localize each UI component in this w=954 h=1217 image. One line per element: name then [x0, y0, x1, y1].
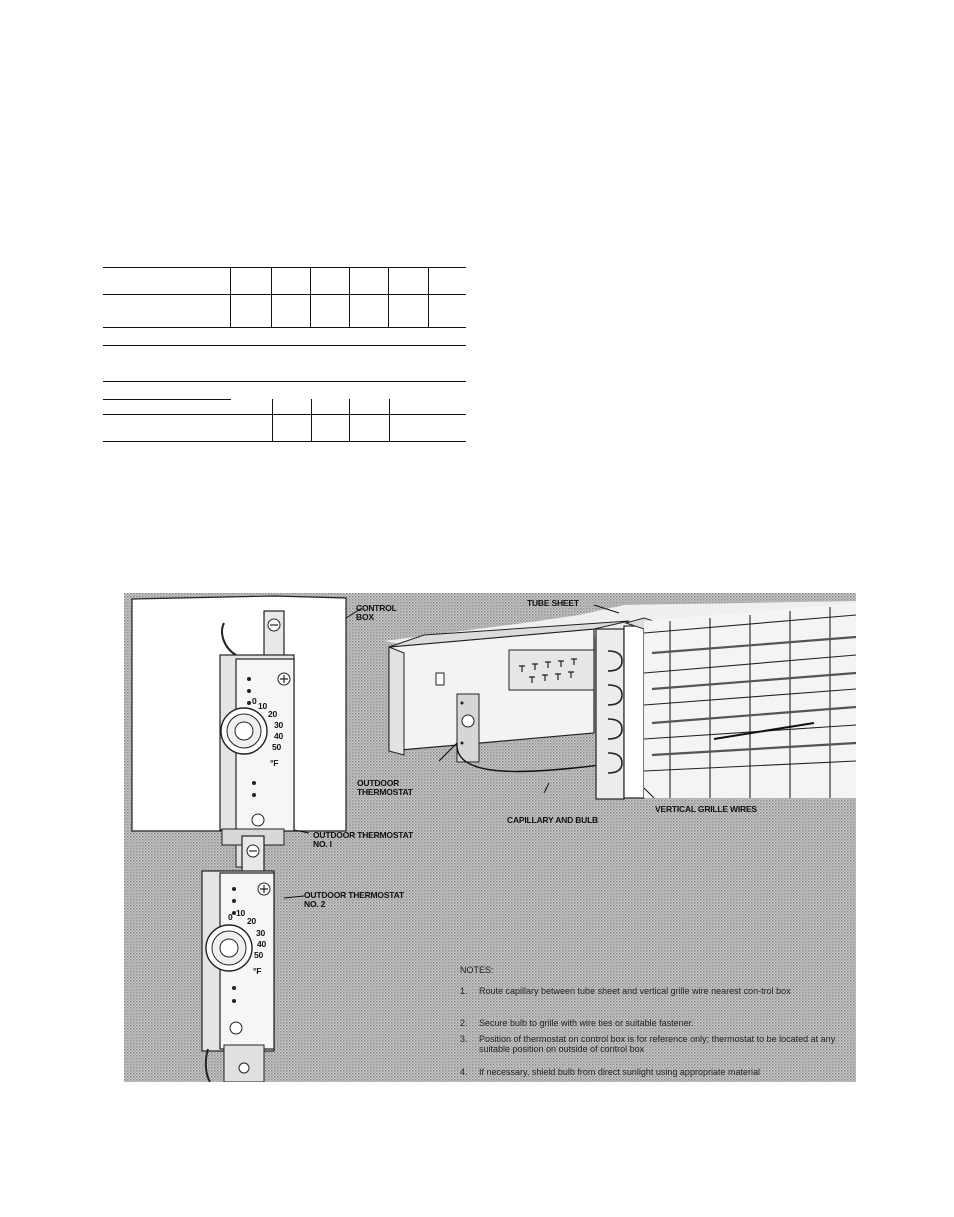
note-text: Secure bulb to grille with wire ties or suitable fastener. — [479, 1018, 694, 1028]
dial-tick-label: 50 — [254, 950, 264, 960]
label-outdoor-thermostat-no1: OUTDOOR THERMOSTAT NO. I — [313, 830, 413, 849]
table-column-rule — [311, 399, 312, 441]
dial-tick-label: 20 — [268, 709, 278, 719]
table-rule — [103, 327, 466, 328]
dial-tick-label: 50 — [272, 742, 282, 752]
dial-tick-label: 10 — [236, 908, 246, 918]
table-rule — [103, 294, 466, 295]
dial-tick-label: 30 — [274, 720, 284, 730]
table-column-rule — [272, 399, 273, 441]
note-item — [460, 1018, 856, 1030]
table-rule — [103, 414, 466, 415]
table-column-rule — [388, 267, 389, 327]
label-vertical-grille-wires: VERTICAL GRILLE WIRES — [655, 804, 757, 814]
grille — [644, 603, 856, 798]
table-rule — [103, 381, 466, 382]
table-column-rule — [230, 267, 231, 327]
note-number: 2. — [460, 1018, 468, 1028]
thermostat-installation-figure — [124, 593, 856, 1082]
note-text: If necessary, shield bulb from direct sunlight using appropriate material — [479, 1067, 760, 1077]
dial-tick-label: 30 — [256, 928, 266, 938]
label-tube-sheet: TUBE SHEET — [527, 598, 579, 608]
table-column-rule — [428, 267, 429, 327]
label-control-box: CONTROL BOX — [356, 603, 397, 622]
dial-tick-label: 0 — [252, 696, 257, 706]
dial-unit-label: °F — [253, 966, 262, 976]
note-item — [460, 1034, 856, 1056]
notes-heading: NOTES: — [460, 965, 494, 975]
note-number: 1. — [460, 986, 468, 996]
dial-tick-label: 40 — [274, 731, 284, 741]
dial-tick-label: 40 — [257, 939, 267, 949]
table-rule — [103, 399, 231, 400]
thermostat-no2 — [202, 836, 274, 1082]
label-outdoor-thermostat-no2: OUTDOOR THERMOSTAT NO. 2 — [304, 890, 404, 909]
note-text: Route capillary between tube sheet and vertical grille wire nearest con-trol box — [479, 986, 791, 996]
table-column-rule — [310, 267, 311, 327]
note-item — [460, 986, 856, 1008]
note-number: 4. — [460, 1067, 468, 1077]
table-rule — [103, 345, 466, 346]
table-column-rule — [349, 267, 350, 327]
note-text: Position of thermostat on control box is for reference only; thermostat to be located at any suitable position on outside of control box — [479, 1034, 836, 1054]
table-column-rule — [271, 267, 272, 327]
dial-unit-label: °F — [270, 758, 279, 768]
note-item — [460, 1067, 856, 1079]
table-rule — [103, 267, 466, 268]
figure-illustration — [124, 593, 856, 1082]
dial-tick-label: 10 — [258, 701, 268, 711]
dial-tick-label: 0 — [228, 912, 233, 922]
table-column-rule — [389, 399, 390, 441]
label-capillary-and-bulb: CAPILLARY AND BULB — [507, 815, 598, 825]
note-number: 3. — [460, 1034, 468, 1044]
dial-tick-label: 20 — [247, 916, 257, 926]
label-outdoor-thermostat: OUTDOOR THERMOSTAT — [357, 778, 413, 797]
table-rule — [103, 441, 466, 442]
table-column-rule — [349, 399, 350, 441]
